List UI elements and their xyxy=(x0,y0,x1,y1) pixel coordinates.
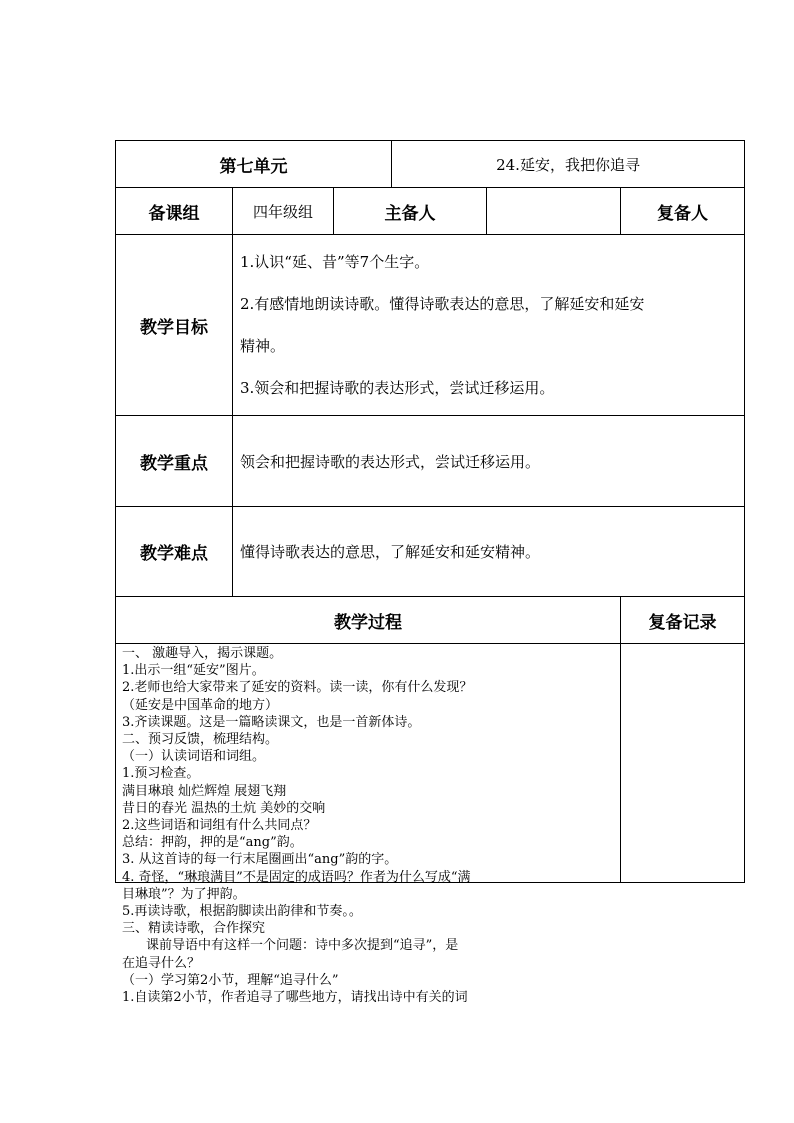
goals-row xyxy=(116,235,745,416)
process-line: 2.老师也给大家带来了延安的资料。读一读，你有什么发现？ xyxy=(122,680,473,696)
process-line: 2.这些词语和词组有什么共同点？ xyxy=(122,818,317,834)
record-header: 复备记录 xyxy=(621,597,745,644)
preparer-row xyxy=(116,188,745,235)
process-line: 满目琳琅 灿烂辉煌 展翅飞翔 xyxy=(122,783,287,799)
group-value: 四年级组 xyxy=(233,188,334,235)
unit-row xyxy=(116,141,745,188)
process-line: 二、预习反馈，梳理结构。 xyxy=(122,732,279,748)
process-line: 5.再读诗歌，根据韵脚读出韵律和节奏。。 xyxy=(122,904,362,920)
process-line: 1.出示一组“延安”图片。 xyxy=(122,663,265,679)
process-line: 在追寻什么？ xyxy=(122,955,201,971)
process-header: 教学过程 xyxy=(116,597,621,644)
key-points-row xyxy=(116,416,745,507)
unit-title: 第七单元 xyxy=(116,141,392,188)
process-line: 课前导语中有这样一个问题：诗中多次提到“追寻”，是 xyxy=(146,938,459,954)
process-line: 3. 从这首诗的每一行末尾圈画出“ang”韵的字。 xyxy=(122,852,398,868)
process-content xyxy=(116,644,621,1006)
goal-line: 3.领会和把握诗歌的表达形式，尝试迁移运用。 xyxy=(240,379,555,397)
process-line: 一、 激趣导入，揭示课题。 xyxy=(122,646,283,661)
process-line: （延安是中国革命的地方） xyxy=(122,697,279,713)
process-line: （一）学习第2小节，理解“追寻什么” xyxy=(122,972,339,988)
difficulties-label: 教学难点 xyxy=(116,507,233,597)
goal-line: 精神。 xyxy=(240,337,286,355)
goal-line: 1.认识“延、昔”等7个生字。 xyxy=(240,253,430,271)
process-line: 昔日的春光 温热的土炕 美妙的交响 xyxy=(122,800,326,816)
goals-content xyxy=(233,235,745,416)
process-line: 4. 奇怪，“琳琅满目”不是固定的成语吗？作者为什么写成“满 xyxy=(122,869,471,885)
lesson-plan-table xyxy=(115,140,745,1006)
key-points-label: 教学重点 xyxy=(116,416,233,507)
process-line: 1.自读第2小节，作者追寻了哪些地方，请找出诗中有关的词 xyxy=(122,990,468,1006)
goal-line: 2.有感情地朗读诗歌。懂得诗歌表达的意思，了解延安和延安 xyxy=(240,295,645,313)
lesson-title: 24.延安，我把你追寻 xyxy=(392,141,745,188)
process-header-row xyxy=(116,597,745,644)
process-line: 三、精读诗歌，合作探究 xyxy=(122,921,266,937)
main-preparer-value xyxy=(487,188,621,235)
key-points-text: 领会和把握诗歌的表达形式，尝试迁移运用。 xyxy=(233,416,745,507)
goals-label: 教学目标 xyxy=(116,235,233,416)
process-line: 总结：押韵，押的是“ang”韵。 xyxy=(122,835,303,851)
main-preparer-label: 主备人 xyxy=(334,188,487,235)
process-line: （一）认读词语和词组。 xyxy=(122,749,266,765)
process-line: 3.齐读课题。这是一篇略读课文，也是一首新体诗。 xyxy=(122,714,421,730)
process-line: 目琳琅”？为了押韵。 xyxy=(122,886,246,902)
difficulties-row xyxy=(116,507,745,597)
difficulties-text: 懂得诗歌表达的意思，了解延安和延安精神。 xyxy=(233,507,745,597)
group-label: 备课组 xyxy=(116,188,233,235)
record-content xyxy=(621,644,745,883)
re-preparer-label: 复备人 xyxy=(621,188,745,235)
process-row xyxy=(116,644,745,883)
process-line: 1.预习检查。 xyxy=(122,766,200,782)
